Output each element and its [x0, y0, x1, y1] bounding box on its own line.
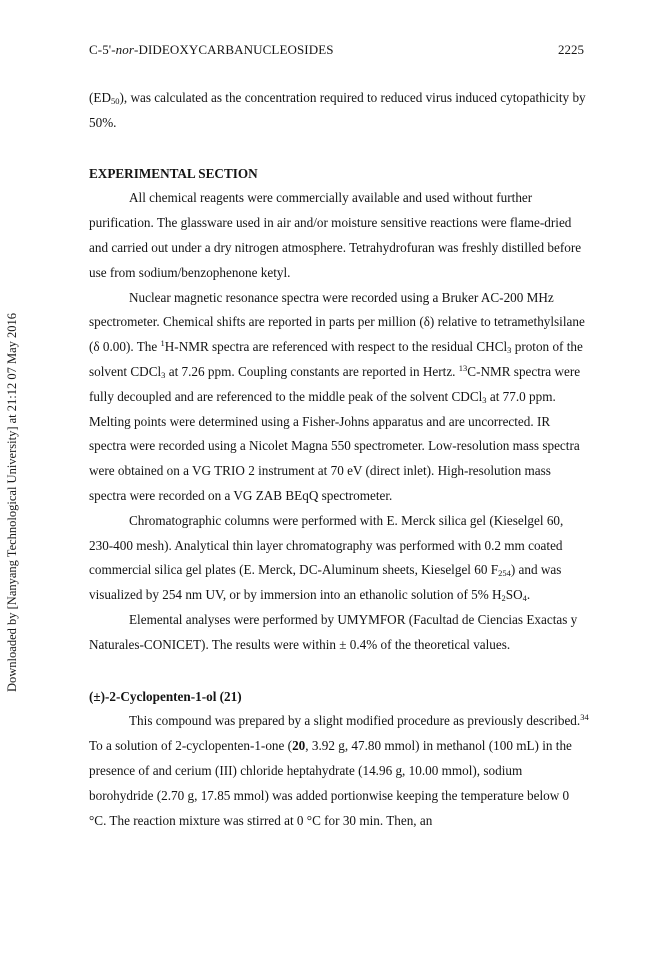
subscript: 3 [507, 345, 512, 356]
reagents-paragraph: All chemical reagents were commercially available and used without further purification. The glassware used in air and/or moisture sensitive reactions were flame-dried and carried out under a dry nitrogen atmosphere. Tetrahydrofuran was freshly distilled before use from sodium/benzophenone ketyl. [89, 190, 582, 280]
ed-open: (ED [89, 90, 111, 105]
running-head-suffix: -DIDEOXYCARBANUCLEOSIDES [134, 42, 334, 57]
subscript: 3 [482, 394, 487, 405]
text-run: SO [505, 587, 523, 603]
text-run: Chromatographic columns were performed with E. Merck silica gel (Kieselgel 60, 230-400 mesh). Analytical thin layer chromatography was performed with 0.2 mm coated commercial silica gel plates (E. Merck, DC-Aluminum sheets, Kieselgel 60 F [89, 512, 564, 578]
running-head [89, 42, 334, 58]
subscript: 4 [522, 593, 527, 604]
download-notice: Downloaded by [Nanyang Technological University] at 21:12 07 May 2016 [5, 312, 19, 692]
experimental-heading: EXPERIMENTAL SECTION [89, 165, 258, 181]
text-run: H-NMR spectra are referenced with respect to the residual CHCl [164, 339, 508, 355]
spacer [89, 658, 589, 685]
text-run: at 77.0 ppm. Melting points were determined using a Fisher-Johns apparatus and are uncorrected. IR spectra were recorded using a Nicolet Magna 550 spectrometer. Low-resolution mass spectra were obtained on a VG TRIO 2 instrument at 70 eV (direct inlet). High-resolution mass spectra were recorded on a VG ZAB BEqQ spectrometer. [89, 388, 580, 503]
nmr-paragraph [89, 286, 589, 509]
text-run: proton of the solvent CDCl [89, 339, 583, 379]
compound-number: 20 [292, 738, 306, 754]
text-run: Nuclear magnetic resonance spectra were recorded using a Bruker AC-200 MHz spectrometer. Chemical shifts are reported in parts per million (δ) relative to tetramethylsilane (δ 0.00). The [89, 289, 585, 355]
text-run: ) and was visualized by 254 nm UV, or by immersion into an ethanolic solution of 5% H [89, 562, 562, 603]
text-run: To a solution of 2-cyclopenten-1-one ( [89, 738, 293, 754]
body-text [89, 86, 589, 833]
running-head-prefix: C-5'- [89, 42, 116, 57]
text-run: . [526, 587, 531, 603]
compound-procedure-paragraph [89, 709, 589, 833]
ed-rest: ), was calculated as the concentration required to reduced virus induced cytopathicity by 50%. [89, 90, 586, 130]
text-run: , 3.92 g, 47.80 mmol) in methanol (100 mL) in the presence of and cerium (III) chloride heptahydrate (14.96 g, 10.00 mmol), sodium borohydride (2.70 g, 17.85 mmol) was added portionwise keeping the temperature below 0 °C. The reaction mixture was stirred at 0 °C for 30 min. Then, an [89, 738, 572, 828]
elemental-analysis-paragraph: Elemental analyses were performed by UMYMFOR (Facultad de Ciencias Exactas y Naturales-CONICET). The results were within ± 0.4% of the theoretical values. [89, 611, 578, 652]
intro-paragraph [89, 86, 589, 136]
running-head-italic: nor [115, 42, 135, 57]
text-run: at 7.26 ppm. Coupling constants are reported in Hertz. [165, 363, 459, 379]
subscript: 3 [161, 369, 166, 380]
superscript: 1 [160, 338, 165, 349]
subscript: 254 [498, 568, 511, 579]
page-number: 2225 [558, 42, 584, 57]
compound-heading: (±)-2-Cyclopenten-1-ol (21) [89, 688, 242, 704]
superscript: 13 [458, 362, 468, 373]
ed-subscript: 50 [110, 96, 120, 106]
spacer [89, 136, 589, 162]
text-run: C-NMR spectra were fully decoupled and are referenced to the middle peak of the solvent CDCl [89, 363, 581, 404]
text-run: This compound was prepared by a slight modified procedure as previously described. [129, 713, 581, 729]
chromatography-paragraph [89, 509, 589, 608]
subscript: 2 [501, 593, 506, 604]
reference-superscript: 34 [580, 712, 589, 723]
